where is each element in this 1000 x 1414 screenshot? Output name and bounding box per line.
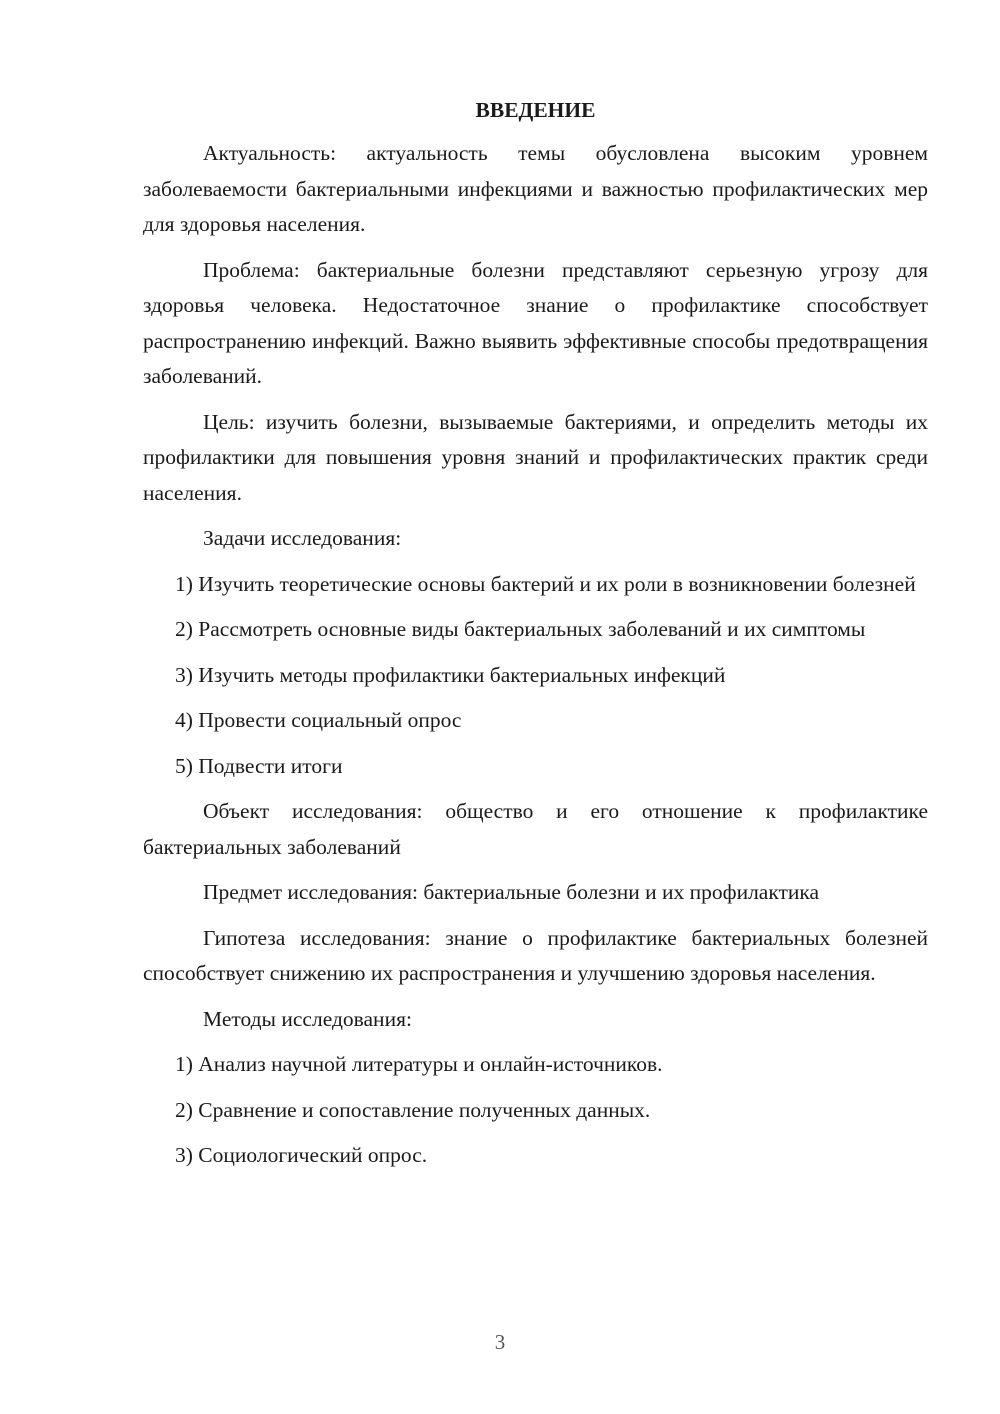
problem-paragraph: Проблема: бактериальные болезни представляют серьезную угрозу для здоровья человека. Недостаточное знание о профилактике способствует распространению инфекций. Важно выявить эффективные способы предотвращения заболеваний.	[143, 257, 928, 388]
task-item: 3) Изучить методы профилактики бактериальных инфекций	[175, 662, 726, 687]
method-item: 1) Анализ научной литературы и онлайн-источников.	[175, 1052, 663, 1076]
section-heading: ВВЕДЕНИЕ	[475, 98, 596, 122]
method-item: 3) Социологический опрос.	[175, 1143, 428, 1167]
page-number: 3	[494, 1330, 506, 1354]
document-page	[143, 94, 928, 1184]
task-item: 1) Изучить теоретические основы бактерий и их роли в возникновении болезней	[175, 571, 916, 596]
relevance-paragraph: Актуальность: актуальность темы обусловлена высоким уровнем заболеваемости бактериальными инфекциями и важностью профилактических мер для здоровья населения.	[143, 141, 928, 236]
methods-label: Методы исследования:	[203, 1006, 412, 1031]
goal-paragraph: Цель: изучить болезни, вызываемые бактериями, и определить методы их профилактики для повышения уровня знаний и профилактических практик среди населения.	[143, 409, 928, 505]
method-item: 2) Сравнение и сопоставление полученных данных.	[175, 1097, 651, 1122]
task-item: 4) Провести социальный опрос	[175, 708, 462, 732]
tasks-label: Задачи исследования:	[203, 526, 402, 550]
subject-paragraph: Предмет исследования: бактериальные болезни и их профилактика	[203, 880, 820, 904]
object-paragraph: Объект исследования: общество и его отношение к профилактике бактериальных заболеваний	[143, 799, 928, 859]
task-item: 2) Рассмотреть основные виды бактериальных заболеваний и их симптомы	[175, 617, 866, 641]
hypothesis-paragraph: Гипотеза исследования: знание о профилактике бактериальных болезней способствует снижению их распространения и улучшению здоровья населения.	[143, 925, 928, 985]
task-item: 5) Подвести итоги	[175, 753, 343, 778]
